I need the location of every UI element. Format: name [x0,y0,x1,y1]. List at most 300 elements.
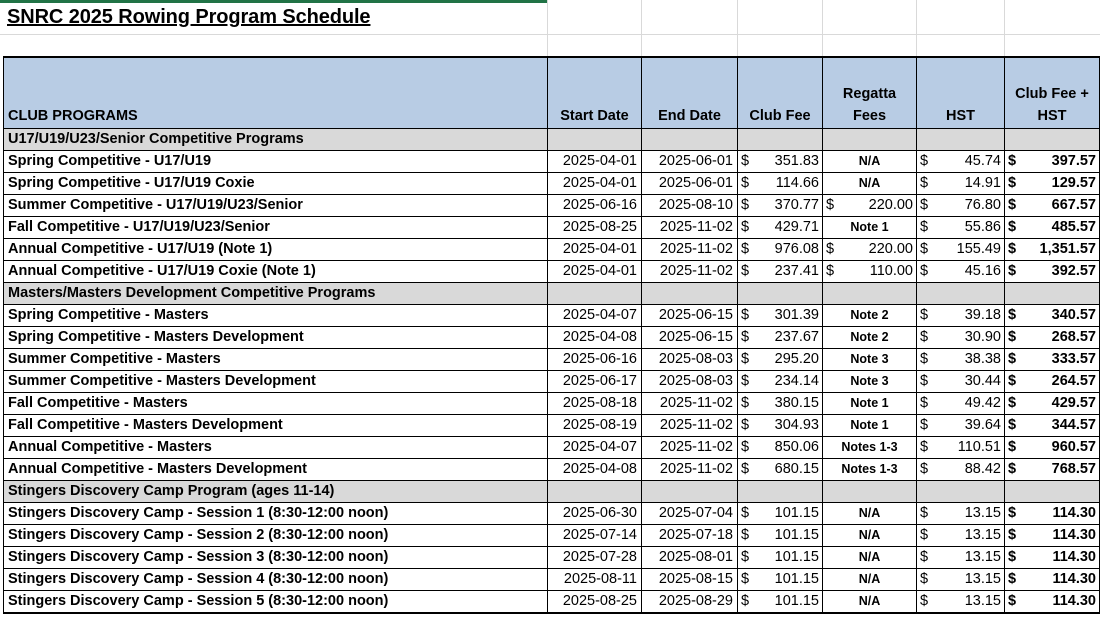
club-fee-value: 101.15 [774,526,819,543]
currency-symbol: $ [741,460,750,477]
club-fee-value: 114.66 [775,174,819,191]
end-date-cell[interactable]: 2025-08-15 [642,568,738,590]
col-header-hst[interactable]: HST [917,57,1005,128]
hst-value: 39.64 [964,416,1001,433]
currency-symbol: $ [1008,240,1017,257]
start-date-cell[interactable]: 2025-08-25 [548,216,642,238]
regatta-fee-cell[interactable]: Notes 1-3 [823,436,917,458]
regatta-fee-cell[interactable]: Note 3 [823,348,917,370]
total-cell[interactable] [1005,590,1100,613]
regatta-fee-cell[interactable]: Note 2 [823,326,917,348]
currency-symbol: $ [826,240,835,257]
table-row [4,238,1100,260]
total-cell[interactable] [1005,370,1100,392]
club-fee-cell[interactable] [738,194,823,216]
hst-cell[interactable] [917,568,1005,590]
start-date-cell[interactable]: 2025-08-11 [548,568,642,590]
currency-symbol: $ [741,592,750,609]
end-date-cell[interactable]: 2025-06-15 [642,304,738,326]
regatta-fee-value: 110.00 [869,262,913,279]
table-row [4,326,1100,348]
regatta-fee-cell[interactable]: Note 1 [823,216,917,238]
start-date-cell[interactable]: 2025-04-01 [548,238,642,260]
total-value: 397.57 [1051,152,1096,169]
currency-symbol: $ [741,152,750,169]
program-name-cell[interactable]: Annual Competitive - U17/U19 (Note 1) [4,238,548,260]
currency-symbol: $ [920,460,929,477]
currency-symbol: $ [920,526,929,543]
currency-symbol: $ [1008,504,1017,521]
section-row [4,282,1100,304]
hst-cell[interactable] [917,414,1005,436]
total-cell[interactable] [1005,348,1100,370]
start-date-cell[interactable]: 2025-04-07 [548,436,642,458]
section-empty-cell[interactable] [917,480,1005,502]
section-title[interactable]: Stingers Discovery Camp Program (ages 11-14) [4,480,548,502]
club-fee-value: 380.15 [774,394,819,411]
regatta-fee-cell[interactable]: N/A [823,546,917,568]
club-fee-value: 351.83 [774,152,819,169]
section-empty-cell[interactable] [738,128,823,150]
total-cell[interactable] [1005,194,1100,216]
hst-cell[interactable] [917,238,1005,260]
hst-cell[interactable] [917,150,1005,172]
currency-symbol: $ [920,416,929,433]
currency-symbol: $ [1008,570,1017,587]
sheet-title[interactable]: SNRC 2025 Rowing Program Schedule [7,6,371,28]
table-row [4,590,1100,613]
section-empty-cell[interactable] [642,480,738,502]
club-fee-value: 370.77 [774,196,819,213]
regatta-fee-cell[interactable]: N/A [823,150,917,172]
currency-symbol: $ [741,438,750,455]
regatta-fee-cell[interactable]: N/A [823,502,917,524]
total-cell[interactable] [1005,260,1100,282]
program-name-cell[interactable]: Summer Competitive - Masters Development [4,370,548,392]
start-date-cell[interactable]: 2025-04-01 [548,260,642,282]
table-row [4,392,1100,414]
currency-symbol: $ [1008,460,1017,477]
end-date-cell[interactable]: 2025-11-02 [642,216,738,238]
start-date-cell[interactable]: 2025-04-08 [548,458,642,480]
table-row [4,304,1100,326]
start-date-cell[interactable]: 2025-04-07 [548,304,642,326]
program-name-cell[interactable]: Annual Competitive - Masters [4,436,548,458]
total-value: 333.57 [1051,350,1096,367]
club-fee-value: 295.20 [774,350,819,367]
program-name-cell[interactable]: Fall Competitive - U17/U19/U23/Senior [4,216,548,238]
program-name-cell[interactable]: Fall Competitive - Masters [4,392,548,414]
col-header-end-date[interactable]: End Date [642,57,738,128]
total-cell[interactable] [1005,546,1100,568]
hst-value: 14.91 [964,174,1001,191]
club-fee-value: 429.71 [774,218,819,235]
total-value: 485.57 [1051,218,1096,235]
start-date-cell[interactable]: 2025-06-16 [548,194,642,216]
club-fee-cell[interactable] [738,260,823,282]
club-fee-value: 234.14 [774,372,819,389]
section-empty-cell[interactable] [548,282,642,304]
club-fee-cell[interactable] [738,370,823,392]
currency-symbol: $ [741,394,750,411]
hst-cell[interactable] [917,546,1005,568]
section-empty-cell[interactable] [1005,282,1100,304]
total-value: 114.30 [1052,592,1096,609]
currency-symbol: $ [826,262,835,279]
currency-symbol: $ [920,240,929,257]
col-header-program[interactable]: CLUB PROGRAMS [4,57,548,128]
club-fee-value: 680.15 [774,460,819,477]
total-cell[interactable] [1005,568,1100,590]
total-value: 344.57 [1051,416,1096,433]
start-date-cell[interactable]: 2025-06-17 [548,370,642,392]
total-value: 1,351.57 [1039,240,1096,257]
table-row [4,370,1100,392]
total-cell[interactable] [1005,414,1100,436]
section-empty-cell[interactable] [917,282,1005,304]
regatta-fee-cell[interactable]: Note 3 [823,370,917,392]
total-value: 114.30 [1052,570,1096,587]
section-title[interactable]: Masters/Masters Development Competitive Programs [4,282,548,304]
header-row [4,57,1100,128]
hst-value: 13.15 [964,592,1001,609]
hst-cell[interactable] [917,194,1005,216]
end-date-cell[interactable]: 2025-11-02 [642,392,738,414]
table-row [4,194,1100,216]
regatta-fee-cell[interactable]: N/A [823,172,917,194]
total-cell[interactable] [1005,150,1100,172]
program-name-cell[interactable]: Annual Competitive - U17/U19 Coxie (Note 1) [4,260,548,282]
table-row [4,524,1100,546]
end-date-cell[interactable]: 2025-11-02 [642,436,738,458]
hst-value: 155.49 [956,240,1001,257]
currency-symbol: $ [1008,328,1017,345]
end-date-cell[interactable]: 2025-08-03 [642,370,738,392]
club-fee-cell[interactable] [738,524,823,546]
hst-cell[interactable] [917,370,1005,392]
currency-symbol: $ [1008,218,1017,235]
currency-symbol: $ [920,152,929,169]
table-row [4,546,1100,568]
col-header-regatta-fees[interactable]: Regatta Fees [823,57,917,128]
section-empty-cell[interactable] [548,480,642,502]
section-empty-cell[interactable] [917,128,1005,150]
section-empty-cell[interactable] [823,282,917,304]
hst-cell[interactable] [917,392,1005,414]
regatta-fee-cell[interactable]: Note 1 [823,392,917,414]
currency-symbol: $ [920,504,929,521]
hst-value: 38.38 [964,350,1001,367]
hst-value: 30.90 [964,328,1001,345]
currency-symbol: $ [920,174,929,191]
total-value: 960.57 [1051,438,1096,455]
total-cell[interactable] [1005,458,1100,480]
start-date-cell[interactable]: 2025-04-01 [548,172,642,194]
regatta-fee-cell[interactable] [823,194,917,216]
col-header-start-date[interactable]: Start Date [548,57,642,128]
club-fee-value: 101.15 [774,504,819,521]
total-value: 429.57 [1051,394,1096,411]
currency-symbol: $ [1008,152,1017,169]
section-empty-cell[interactable] [823,128,917,150]
end-date-cell[interactable]: 2025-07-04 [642,502,738,524]
club-fee-value: 101.15 [774,548,819,565]
hst-cell[interactable] [917,304,1005,326]
program-name-cell[interactable]: Spring Competitive - Masters Development [4,326,548,348]
currency-symbol: $ [741,262,750,279]
table-row [4,216,1100,238]
section-title[interactable]: U17/U19/U23/Senior Competitive Programs [4,128,548,150]
hst-cell[interactable] [917,502,1005,524]
program-name-cell[interactable]: Stingers Discovery Camp - Session 3 (8:30-12:00 noon) [4,546,548,568]
club-fee-cell[interactable] [738,436,823,458]
regatta-fee-cell[interactable]: Note 1 [823,414,917,436]
hst-value: 13.15 [964,570,1001,587]
hst-value: 30.44 [964,372,1001,389]
hst-cell[interactable] [917,260,1005,282]
program-name-cell[interactable]: Stingers Discovery Camp - Session 4 (8:30-12:00 noon) [4,568,548,590]
end-date-cell[interactable]: 2025-06-01 [642,172,738,194]
currency-symbol: $ [741,526,750,543]
currency-symbol: $ [1008,196,1017,213]
currency-symbol: $ [741,570,750,587]
currency-symbol: $ [1008,262,1017,279]
currency-symbol: $ [1008,372,1017,389]
currency-symbol: $ [826,196,835,213]
section-empty-cell[interactable] [548,128,642,150]
currency-symbol: $ [1008,526,1017,543]
regatta-fee-cell[interactable]: N/A [823,568,917,590]
currency-symbol: $ [741,218,750,235]
regatta-fee-cell[interactable] [823,260,917,282]
club-fee-cell[interactable] [738,502,823,524]
start-date-cell[interactable]: 2025-06-30 [548,502,642,524]
currency-symbol: $ [1008,416,1017,433]
start-date-cell[interactable]: 2025-04-01 [548,150,642,172]
total-cell[interactable] [1005,238,1100,260]
regatta-fee-value: 220.00 [868,240,913,257]
currency-symbol: $ [920,306,929,323]
end-date-cell[interactable]: 2025-11-02 [642,260,738,282]
total-value: 268.57 [1051,328,1096,345]
currency-symbol: $ [1008,438,1017,455]
col-header-club-fee[interactable]: Club Fee [738,57,823,128]
end-date-cell[interactable]: 2025-08-29 [642,590,738,613]
club-fee-cell[interactable] [738,348,823,370]
currency-symbol: $ [741,504,750,521]
program-name-cell[interactable]: Spring Competitive - U17/U19 [4,150,548,172]
club-fee-cell[interactable] [738,326,823,348]
club-fee-value: 304.93 [774,416,819,433]
club-fee-cell[interactable] [738,546,823,568]
section-empty-cell[interactable] [738,282,823,304]
section-empty-cell[interactable] [642,282,738,304]
regatta-fee-cell[interactable] [823,238,917,260]
currency-symbol: $ [920,218,929,235]
currency-symbol: $ [741,350,750,367]
total-cell[interactable] [1005,436,1100,458]
club-fee-value: 101.15 [774,570,819,587]
total-value: 340.57 [1051,306,1096,323]
start-date-cell[interactable]: 2025-07-14 [548,524,642,546]
end-date-cell[interactable]: 2025-11-02 [642,414,738,436]
program-name-cell[interactable]: Annual Competitive - Masters Development [4,458,548,480]
table-row [4,502,1100,524]
currency-symbol: $ [1008,592,1017,609]
hst-cell[interactable] [917,524,1005,546]
hst-cell[interactable] [917,326,1005,348]
end-date-cell[interactable]: 2025-08-03 [642,348,738,370]
currency-symbol: $ [741,548,750,565]
start-date-cell[interactable]: 2025-07-28 [548,546,642,568]
program-name-cell[interactable]: Spring Competitive - Masters [4,304,548,326]
table-row [4,172,1100,194]
currency-symbol: $ [920,570,929,587]
currency-symbol: $ [741,306,750,323]
total-value: 114.30 [1052,548,1096,565]
regatta-fee-value: 220.00 [868,196,913,213]
currency-symbol: $ [920,438,929,455]
regatta-fee-cell[interactable]: N/A [823,590,917,613]
club-fee-cell[interactable] [738,150,823,172]
hst-cell[interactable] [917,216,1005,238]
currency-symbol: $ [1008,548,1017,565]
total-value: 264.57 [1051,372,1096,389]
end-date-cell[interactable]: 2025-06-15 [642,326,738,348]
program-name-cell[interactable]: Stingers Discovery Camp - Session 2 (8:30-12:00 noon) [4,524,548,546]
hst-value: 13.15 [964,526,1001,543]
selected-cell-indicator [0,0,547,3]
section-empty-cell[interactable] [823,480,917,502]
start-date-cell[interactable]: 2025-04-08 [548,326,642,348]
section-row [4,480,1100,502]
currency-symbol: $ [741,416,750,433]
currency-symbol: $ [741,240,750,257]
total-value: 768.57 [1051,460,1096,477]
table-row [4,348,1100,370]
club-fee-value: 237.67 [774,328,819,345]
total-cell[interactable] [1005,304,1100,326]
club-fee-cell[interactable] [738,458,823,480]
program-name-cell[interactable]: Stingers Discovery Camp - Session 5 (8:30-12:00 noon) [4,590,548,613]
section-empty-cell[interactable] [738,480,823,502]
section-row [4,128,1100,150]
club-fee-cell[interactable] [738,172,823,194]
table-row [4,458,1100,480]
table-row [4,414,1100,436]
section-empty-cell[interactable] [642,128,738,150]
start-date-cell[interactable]: 2025-08-25 [548,590,642,613]
currency-symbol: $ [920,592,929,609]
total-value: 129.57 [1051,174,1096,191]
hst-value: 39.18 [964,306,1001,323]
hst-cell[interactable] [917,172,1005,194]
currency-symbol: $ [920,196,929,213]
hst-cell[interactable] [917,458,1005,480]
club-fee-cell[interactable] [738,392,823,414]
program-name-cell[interactable]: Summer Competitive - U17/U19/U23/Senior [4,194,548,216]
table-row [4,568,1100,590]
hst-value: 88.42 [964,460,1001,477]
end-date-cell[interactable]: 2025-06-01 [642,150,738,172]
total-cell[interactable] [1005,326,1100,348]
currency-symbol: $ [920,372,929,389]
col-header-total[interactable]: Club Fee + HST [1005,57,1100,128]
club-fee-cell[interactable] [738,414,823,436]
club-fee-cell[interactable] [738,304,823,326]
end-date-cell[interactable]: 2025-11-02 [642,238,738,260]
total-cell[interactable] [1005,524,1100,546]
club-fee-cell[interactable] [738,238,823,260]
currency-symbol: $ [920,548,929,565]
regatta-fee-cell[interactable]: Notes 1-3 [823,458,917,480]
club-fee-cell[interactable] [738,590,823,613]
start-date-cell[interactable]: 2025-06-16 [548,348,642,370]
currency-symbol: $ [920,350,929,367]
club-fee-value: 850.06 [774,438,819,455]
hst-value: 13.15 [964,504,1001,521]
total-value: 392.57 [1051,262,1096,279]
total-cell[interactable] [1005,172,1100,194]
regatta-fee-cell[interactable]: Note 2 [823,304,917,326]
regatta-fee-cell[interactable]: N/A [823,524,917,546]
program-name-cell[interactable]: Spring Competitive - U17/U19 Coxie [4,172,548,194]
currency-symbol: $ [741,328,750,345]
program-name-cell[interactable]: Stingers Discovery Camp - Session 1 (8:30-12:00 noon) [4,502,548,524]
hst-cell[interactable] [917,436,1005,458]
hst-value: 55.86 [964,218,1001,235]
currency-symbol: $ [741,372,750,389]
end-date-cell[interactable]: 2025-08-10 [642,194,738,216]
total-cell[interactable] [1005,502,1100,524]
table-row [4,260,1100,282]
program-name-cell[interactable]: Fall Competitive - Masters Development [4,414,548,436]
hst-cell[interactable] [917,348,1005,370]
end-date-cell[interactable]: 2025-07-18 [642,524,738,546]
total-value: 667.57 [1051,196,1096,213]
currency-symbol: $ [920,394,929,411]
total-value: 114.30 [1052,526,1096,543]
program-name-cell[interactable]: Summer Competitive - Masters [4,348,548,370]
total-value: 114.30 [1052,504,1096,521]
currency-symbol: $ [1008,350,1017,367]
hst-value: 76.80 [964,196,1001,213]
club-fee-cell[interactable] [738,216,823,238]
total-cell[interactable] [1005,216,1100,238]
start-date-cell[interactable]: 2025-08-18 [548,392,642,414]
currency-symbol: $ [1008,174,1017,191]
program-schedule-table [3,56,1100,614]
club-fee-value: 237.41 [774,262,819,279]
hst-value: 110.51 [957,438,1001,455]
club-fee-value: 301.39 [774,306,819,323]
currency-symbol: $ [741,174,750,191]
club-fee-value: 101.15 [774,592,819,609]
hst-value: 45.16 [964,262,1001,279]
start-date-cell[interactable]: 2025-08-19 [548,414,642,436]
table-row [4,436,1100,458]
club-fee-cell[interactable] [738,568,823,590]
hst-cell[interactable] [917,590,1005,613]
currency-symbol: $ [741,196,750,213]
section-empty-cell[interactable] [1005,128,1100,150]
total-cell[interactable] [1005,392,1100,414]
currency-symbol: $ [1008,394,1017,411]
end-date-cell[interactable]: 2025-08-01 [642,546,738,568]
currency-symbol: $ [920,262,929,279]
end-date-cell[interactable]: 2025-11-02 [642,458,738,480]
section-empty-cell[interactable] [1005,480,1100,502]
